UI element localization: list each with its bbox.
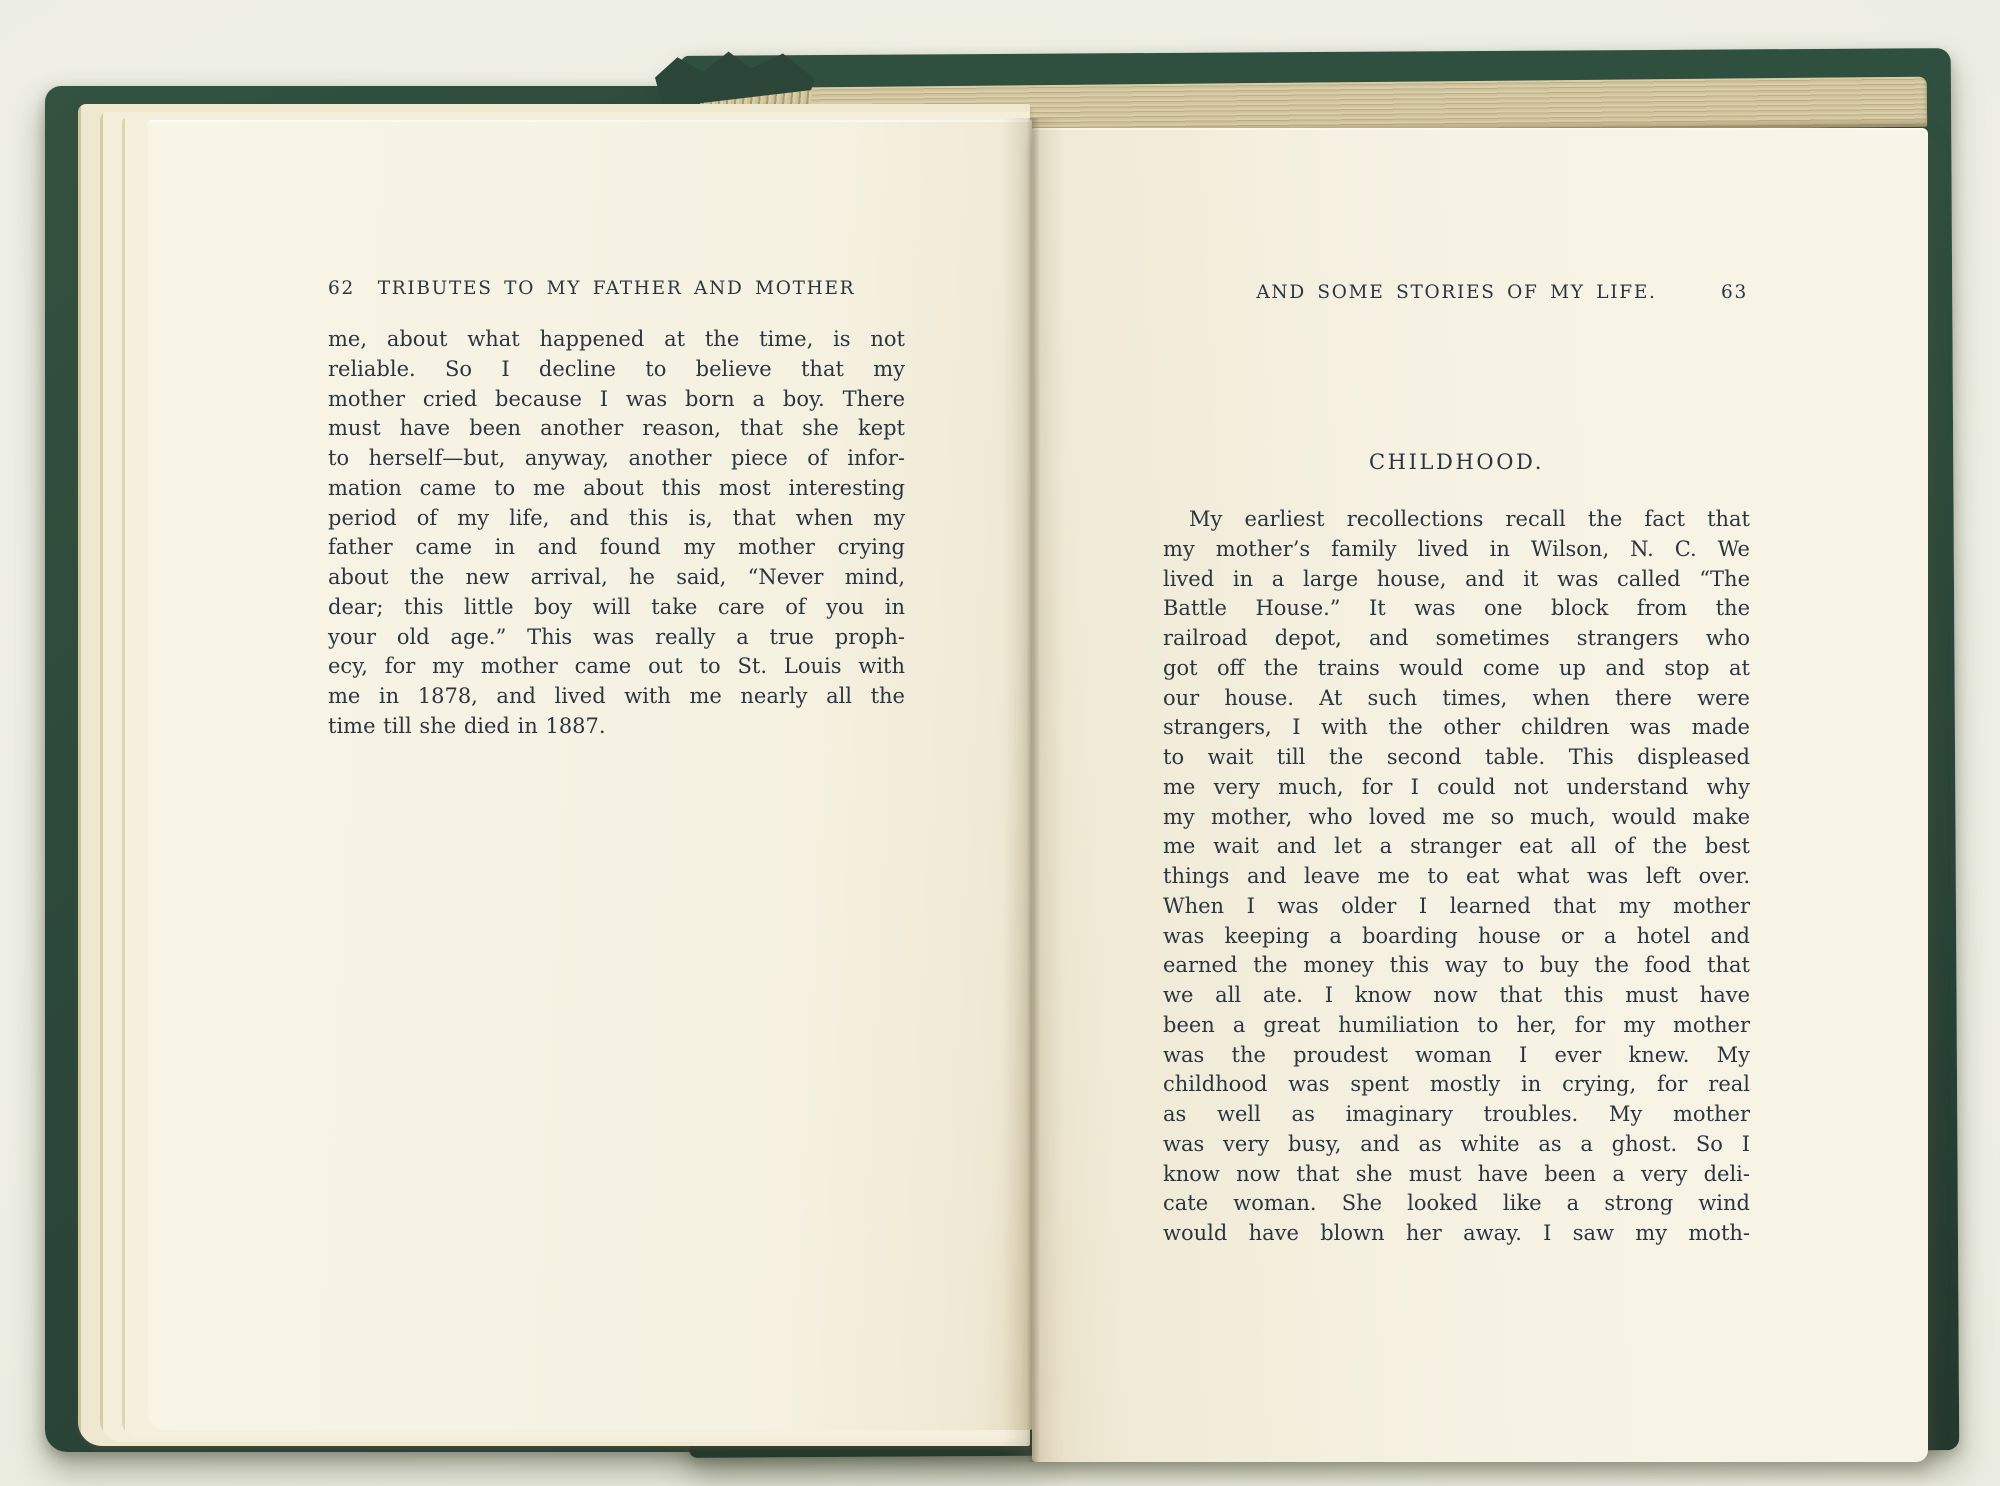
- right-running-header: [1163, 282, 1750, 308]
- text-line: cate woman. She looked like a strong wind: [1163, 1191, 1750, 1216]
- left-page-number: 62: [328, 278, 355, 299]
- text-line: our house. At such times, when there were: [1163, 685, 1750, 710]
- right-running-title: AND SOME STORIES OF MY LIFE.: [1256, 282, 1657, 303]
- chapter-heading: CHILDHOOD.: [1369, 450, 1544, 474]
- text-line: would have blown her away. I saw my moth-: [1163, 1221, 1750, 1245]
- right-page-text: [1163, 505, 1750, 1249]
- text-line: was very busy, and as white as a ghost. So I: [1163, 1131, 1750, 1156]
- text-line: your old age.” This was really a true proph-: [328, 624, 905, 649]
- text-line: railroad depot, and sometimes strangers who: [1163, 626, 1750, 650]
- text-line: got off the trains would come up and stop at: [1163, 655, 1750, 680]
- text-line: earned the money this way to buy the food that: [1163, 953, 1750, 978]
- text-line: ecy, for my mother came out to St. Louis with: [328, 654, 905, 679]
- text-line: me, about what happened at the time, is not: [328, 327, 905, 351]
- text-line: as well as imaginary troubles. My mother: [1163, 1102, 1750, 1126]
- text-line: mation came to me about this most interesting: [328, 475, 905, 500]
- text-line: strangers, I with the other children was made: [1163, 715, 1750, 740]
- left-running-title: TRIBUTES TO MY FATHER AND MOTHER: [377, 278, 856, 299]
- text-line: to wait till the second table. This displeased: [1163, 745, 1750, 769]
- text-line: time till she died in 1887.: [328, 713, 606, 738]
- text-line: things and leave me to eat what was left over.: [1163, 864, 1750, 888]
- text-line: reliable. So I decline to believe that my: [328, 356, 905, 381]
- text-line: my mother, who loved me so much, would make: [1163, 804, 1750, 829]
- text-line: to herself—but, anyway, another piece of infor-: [328, 446, 905, 470]
- text-line: me in 1878, and lived with me nearly all the: [328, 684, 905, 708]
- text-line: dear; this little boy will take care of you in: [328, 594, 905, 619]
- text-line: me wait and let a stranger eat all of the best: [1163, 834, 1750, 859]
- text-line: Battle House.” It was one block from the: [1163, 596, 1750, 621]
- right-page-number: 63: [1721, 282, 1748, 303]
- text-line: father came in and found my mother crying: [328, 535, 905, 560]
- text-line: my mother’s family lived in Wilson, N. C. We: [1163, 536, 1750, 561]
- text-line: must have been another reason, that she kept: [328, 416, 905, 441]
- text-line: mother cried because I was born a boy. There: [328, 386, 905, 411]
- text-line: know now that she must have been a very deli-: [1163, 1161, 1750, 1186]
- text-line: we all ate. I know now that this must have: [1163, 983, 1750, 1007]
- text-line: been a great humiliation to her, for my mother: [1163, 1012, 1750, 1037]
- text-line: lived in a large house, and it was called “The: [1163, 566, 1750, 591]
- text-line: period of my life, and this is, that when my: [328, 505, 905, 530]
- right-page: [1032, 128, 1928, 1462]
- left-running-header: [328, 278, 905, 304]
- left-page-text: [328, 325, 905, 742]
- text-line: was keeping a boarding house or a hotel and: [1163, 923, 1750, 948]
- left-page: [148, 120, 1032, 1430]
- text-line: was the proudest woman I ever knew. My: [1163, 1042, 1750, 1067]
- text-line: When I was older I learned that my mother: [1163, 893, 1750, 918]
- text-line: childhood was spent mostly in crying, for real: [1163, 1072, 1750, 1097]
- text-line: My earliest recollections recall the fact that: [1189, 507, 1750, 531]
- text-line: about the new arrival, he said, “Never mind,: [328, 565, 905, 589]
- text-line: me very much, for I could not understand why: [1163, 774, 1750, 799]
